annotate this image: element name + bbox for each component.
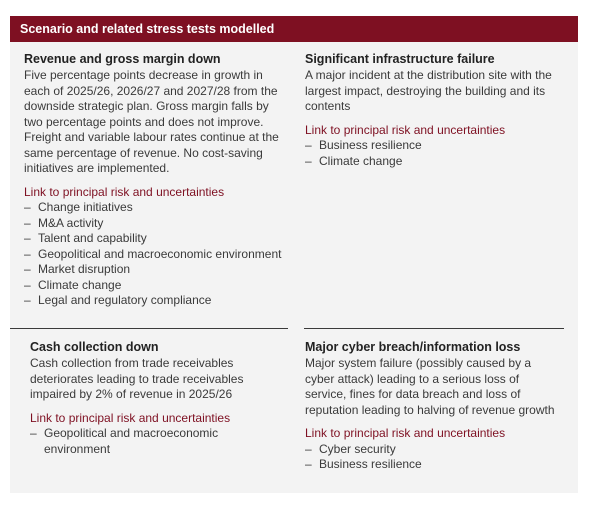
risk-list bbox=[305, 138, 563, 169]
scenario-cyber-breach bbox=[305, 339, 563, 473]
scenario-title: Major cyber breach/information loss bbox=[305, 340, 521, 354]
scenario-infrastructure-failure bbox=[305, 51, 563, 169]
scenario-title: Significant infrastructure failure bbox=[305, 52, 495, 66]
risk-item: – Change initiatives bbox=[24, 200, 282, 216]
risk-item: – Business resilience bbox=[305, 138, 563, 154]
divider-right bbox=[304, 328, 564, 329]
scenario-description: Five percentage points decrease in growth in each of 2025/26, 2026/27 and 2027/28 from the downside strategic plan. Gross margin falls by two percentage points and does not improve. Freight and variable labour rates continue at the same percentage of revenue. No cost-saving initiatives are implemented. bbox=[24, 68, 279, 175]
risk-item: – Climate change bbox=[24, 278, 282, 294]
risk-list bbox=[30, 426, 282, 457]
risk-list bbox=[24, 200, 282, 309]
scenario-revenue-gross-margin bbox=[24, 51, 282, 309]
scenario-description: Major system failure (possibly caused by a cyber attack) leading to a serious loss of service, fines for data breach and loss of reputation leading to halving of revenue growth bbox=[305, 356, 555, 417]
divider-left bbox=[10, 328, 288, 329]
risk-item: – Talent and capability bbox=[24, 231, 282, 247]
scenario-description: Cash collection from trade receivables deteriorates leading to trade receivables impaired by 2% of revenue in 2025/26 bbox=[30, 356, 244, 401]
risk-item: – M&A activity bbox=[24, 216, 282, 232]
panel-header: Scenario and related stress tests modelled bbox=[10, 16, 578, 42]
risk-link-heading: Link to principal risk and uncertainties bbox=[24, 184, 225, 199]
risk-list bbox=[305, 442, 563, 473]
risk-item: – Geopolitical and macroeconomic environment bbox=[24, 247, 282, 263]
risk-item: – Cyber security bbox=[305, 442, 563, 458]
risk-item: – Market disruption bbox=[24, 262, 282, 278]
risk-item: – Climate change bbox=[305, 154, 563, 170]
risk-item: – Geopolitical and macroeconomic environment bbox=[30, 426, 282, 457]
stress-tests-panel bbox=[10, 16, 578, 493]
scenario-title: Revenue and gross margin down bbox=[24, 52, 221, 66]
scenario-cash-collection bbox=[30, 339, 282, 457]
risk-link-heading: Link to principal risk and uncertainties bbox=[305, 426, 506, 440]
risk-item: – Legal and regulatory compliance bbox=[24, 293, 282, 309]
risk-item: – Business resilience bbox=[305, 457, 563, 473]
risk-link-heading: Link to principal risk and uncertainties bbox=[305, 122, 506, 137]
scenario-title: Cash collection down bbox=[30, 340, 159, 354]
risk-link-heading: Link to principal risk and uncertainties bbox=[30, 410, 231, 425]
scenario-description: A major incident at the distribution site with the largest impact, destroying the building and its contents bbox=[305, 68, 552, 113]
